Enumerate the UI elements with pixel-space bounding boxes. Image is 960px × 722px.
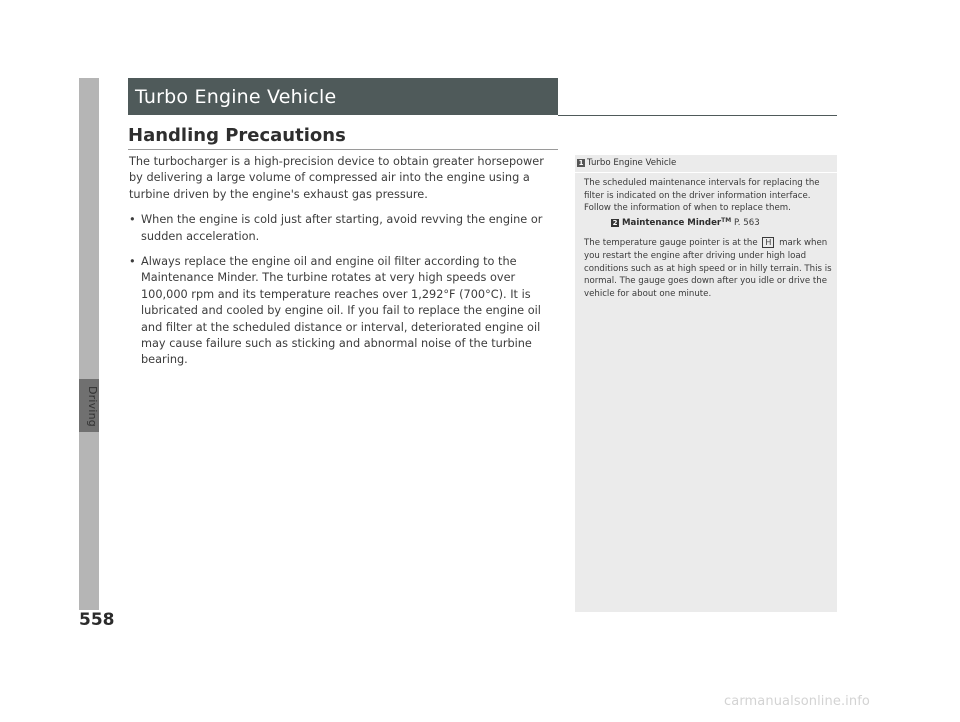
note-marker-icon: 1 xyxy=(578,159,584,167)
note-paragraph: The scheduled maintenance intervals for replacing the filter is indicated on the driver information interface. Follow the information of when to replace them. xyxy=(584,178,820,214)
watermark: carmanualsonline.info xyxy=(724,694,870,709)
bullet-icon: • xyxy=(129,213,136,227)
cross-reference-link[interactable] xyxy=(584,215,832,230)
side-note-header xyxy=(575,155,837,173)
section-rule xyxy=(128,149,558,150)
trademark-mark: TM xyxy=(721,216,732,224)
bullet-item xyxy=(129,254,561,369)
note-text-before: The temperature gauge pointer is at the xyxy=(584,238,758,249)
side-tab-bar xyxy=(79,78,99,610)
gauge-h-icon: H xyxy=(762,237,774,248)
note-paragraph xyxy=(584,237,832,300)
side-note-body xyxy=(584,177,832,300)
title-rule xyxy=(558,115,837,116)
note-text-after: mark when you restart the engine after driving under high load conditions such as at high speed or in hilly terrain. This is normal. The gauge goes down after you idle or drive the vehicle for about one minute. xyxy=(584,238,832,299)
bullet-text: Always replace the engine oil and engine oil filter according to the Maintenance Minder. The turbine rotates at very high speeds over 100,000 rpm and its temperature reaches over 1,292°F (700°C). It is lubricated and cooled by engine oil. If you fail to replace the engine oil and filter at the scheduled distance or interval, deteriorated engine oil may cause failure such as sticking and abnormal noise of the turbine bearing. xyxy=(141,255,541,367)
section-heading: Handling Precautions xyxy=(128,125,346,146)
side-note xyxy=(575,155,837,612)
bullet-text: When the engine is cold just after starting, avoid revving the engine or sudden acceleration. xyxy=(141,213,543,243)
page-number: 558 xyxy=(79,610,115,630)
side-tab-label: Driving xyxy=(86,386,99,427)
main-text xyxy=(129,154,561,369)
reference-arrow-icon: 2 xyxy=(612,218,618,227)
bullet-item xyxy=(129,212,561,245)
reference-title: Maintenance Minder xyxy=(622,217,722,228)
page-title: Turbo Engine Vehicle xyxy=(135,86,337,108)
bullet-icon: • xyxy=(129,255,136,269)
intro-paragraph: The turbocharger is a high-precision device to obtain greater horsepower by delivering a large volume of compressed air into the engine using a turbine driven by the engine's exhaust gas pressure. xyxy=(129,155,544,201)
side-note-title: Turbo Engine Vehicle xyxy=(587,158,677,168)
reference-page: P. 563 xyxy=(733,217,760,228)
